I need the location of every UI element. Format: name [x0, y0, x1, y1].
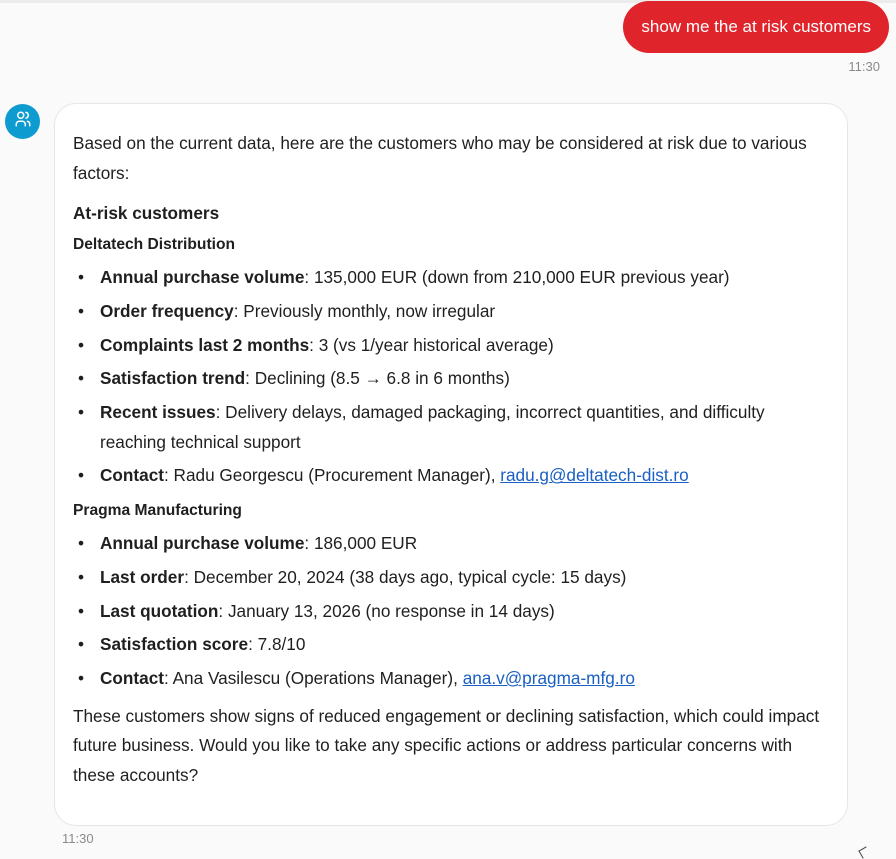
- list-item: • Annual purchase volume: 135,000 EUR (down from 210,000 EUR previous year): [73, 263, 829, 293]
- list-item: • Satisfaction score: 7.8/10: [73, 630, 829, 660]
- list-item: • Order frequency: Previously monthly, now irregular: [73, 297, 829, 327]
- customer-details-list: [73, 263, 829, 491]
- section-title: At-risk customers: [73, 203, 220, 223]
- list-item: • Last quotation: January 13, 2026 (no response in 14 days): [73, 597, 829, 627]
- cursor-icon: [858, 846, 870, 858]
- customer-details-list: [73, 529, 829, 694]
- list-item: • Annual purchase volume: 186,000 EUR: [73, 529, 829, 559]
- user-message-bubble: [623, 1, 889, 53]
- list-item: • Contact: Ana Vasilescu (Operations Manager), ana.v@pragma-mfg.ro: [73, 664, 829, 694]
- list-item: • Last order: December 20, 2024 (38 days ago, typical cycle: 15 days): [73, 563, 829, 593]
- email-link[interactable]: ana.v@pragma-mfg.ro: [462, 668, 635, 689]
- assistant-avatar: [5, 104, 40, 139]
- list-item: • Recent issues: Delivery delays, damaged packaging, incorrect quantities, and difficulty reaching technical support: [73, 398, 829, 457]
- customer-name: Pragma Manufacturing: [73, 501, 242, 519]
- assistant-message-bubble: [54, 103, 848, 826]
- user-message-time: 11:30: [848, 59, 880, 74]
- users-icon: [14, 110, 32, 133]
- list-item: • Contact: Radu Georgescu (Procurement Manager), radu.g@deltatech-dist.ro: [73, 461, 829, 491]
- user-message-text: show me the at risk customers: [641, 17, 871, 36]
- customer-name: Deltatech Distribution: [73, 236, 236, 253]
- intro-text: Based on the current data, here are the customers who may be considered at risk due to various factors:: [73, 133, 807, 183]
- list-item: • Satisfaction trend: Declining (8.5 → 6.8 in 6 months): [73, 364, 829, 394]
- email-link[interactable]: radu.g@deltatech-dist.ro: [500, 465, 689, 486]
- list-item: • Complaints last 2 months: 3 (vs 1/year historical average): [73, 331, 829, 361]
- outro-text: These customers show signs of reduced engagement or declining satisfaction, which could impact future business. Would you like to take any specific actions or address particular concerns with these accounts?: [73, 705, 820, 785]
- assistant-message-time: 11:30: [62, 831, 94, 846]
